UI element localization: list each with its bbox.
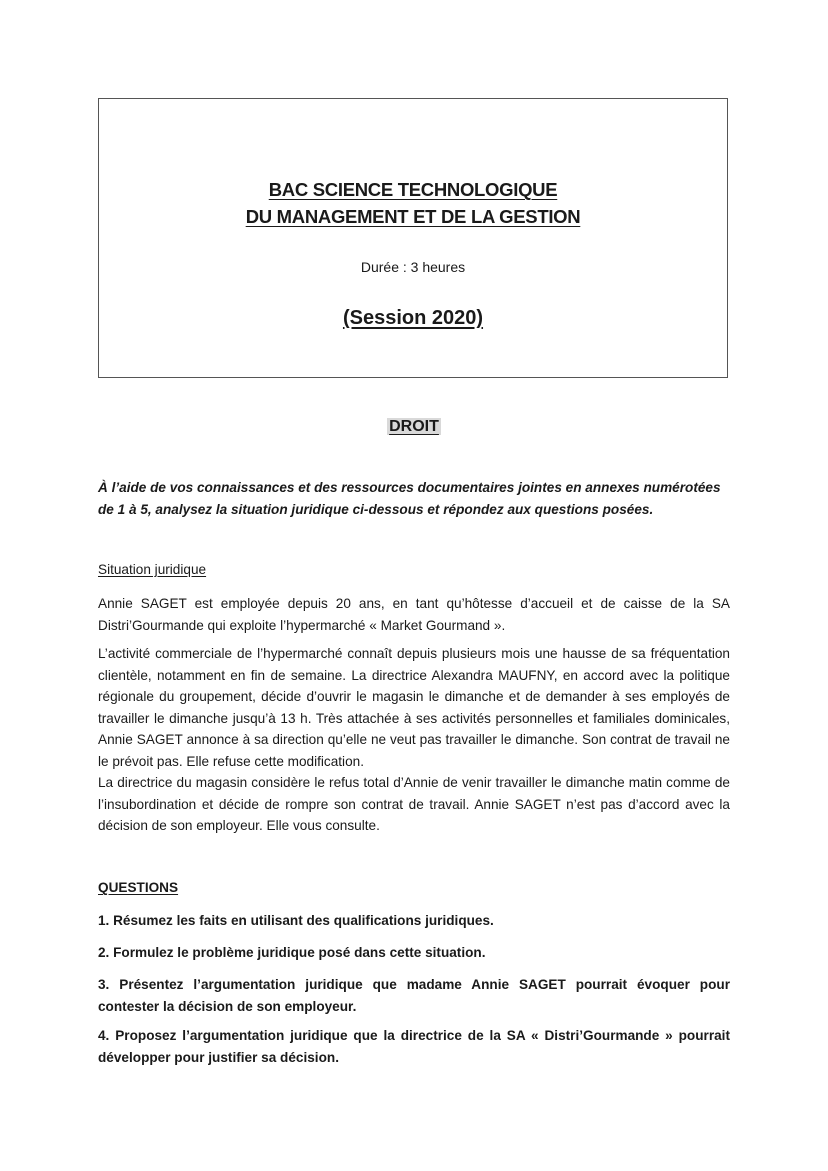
question-2: 2. Formulez le problème juridique posé dans cette situation. (98, 945, 486, 960)
exam-title-line-1: BAC SCIENCE TECHNOLOGIQUE (268, 179, 558, 200)
exam-title-box (98, 98, 728, 378)
situation-paragraph-2: L’activité commerciale de l’hypermarché connaît depuis plusieurs mois une hausse de sa fréquentation clientèle, notamment en fin de semaine. La directrice Alexandra MAUFNY, en accord avec la politique régionale du groupement, décide d’ouvrir le magasin le dimanche et de demander à ses employés de travailler le dimanche jusqu’à 13 h. Très attachée à ses activités personnelles et familiales dominicales, Annie SAGET annonce à sa direction qu’elle ne veut pas travailler le dimanche. Son contrat de travail ne le prévoit pas. Elle refuse cette modification. (98, 646, 730, 769)
situation-heading: Situation juridique (98, 562, 207, 577)
questions-heading: QUESTIONS (98, 880, 179, 895)
instructions: À l’aide de vos connaissances et des ressources documentaires jointes en annexes numérotées de 1 à 5, analysez la situation juridique ci-dessous et répondez aux questions posées. (98, 480, 721, 517)
question-3: 3. Présentez l’argumentation juridique que madame Annie SAGET pourrait évoquer pour contester la décision de son employeur. (98, 977, 730, 1014)
exam-title-line-2: DU MANAGEMENT ET DE LA GESTION (245, 206, 581, 227)
subject-title: DROIT (389, 418, 439, 435)
question-1: 1. Résumez les faits en utilisant des qualifications juridiques. (98, 913, 494, 928)
situation-paragraph-1: Annie SAGET est employée depuis 20 ans, en tant qu’hôtesse d’accueil et de caisse de la SA Distri’Gourmande qui exploite l’hypermarché « Market Gourmand ». (98, 596, 730, 633)
exam-session: (Session 2020) (342, 307, 484, 329)
situation-paragraph-3: La directrice du magasin considère le refus total d’Annie de venir travailler le dimanche matin comme de l’insubordination et décide de rompre son contrat de travail. Annie SAGET n’est pas d’accord avec la décision de son employeur. Elle vous consulte. (98, 775, 730, 834)
exam-duration: Durée : 3 heures (360, 259, 466, 275)
question-4: 4. Proposez l’argumentation juridique que la directrice de la SA « Distri’Gourmande » pourrait développer pour justifier sa décision. (98, 1028, 730, 1065)
